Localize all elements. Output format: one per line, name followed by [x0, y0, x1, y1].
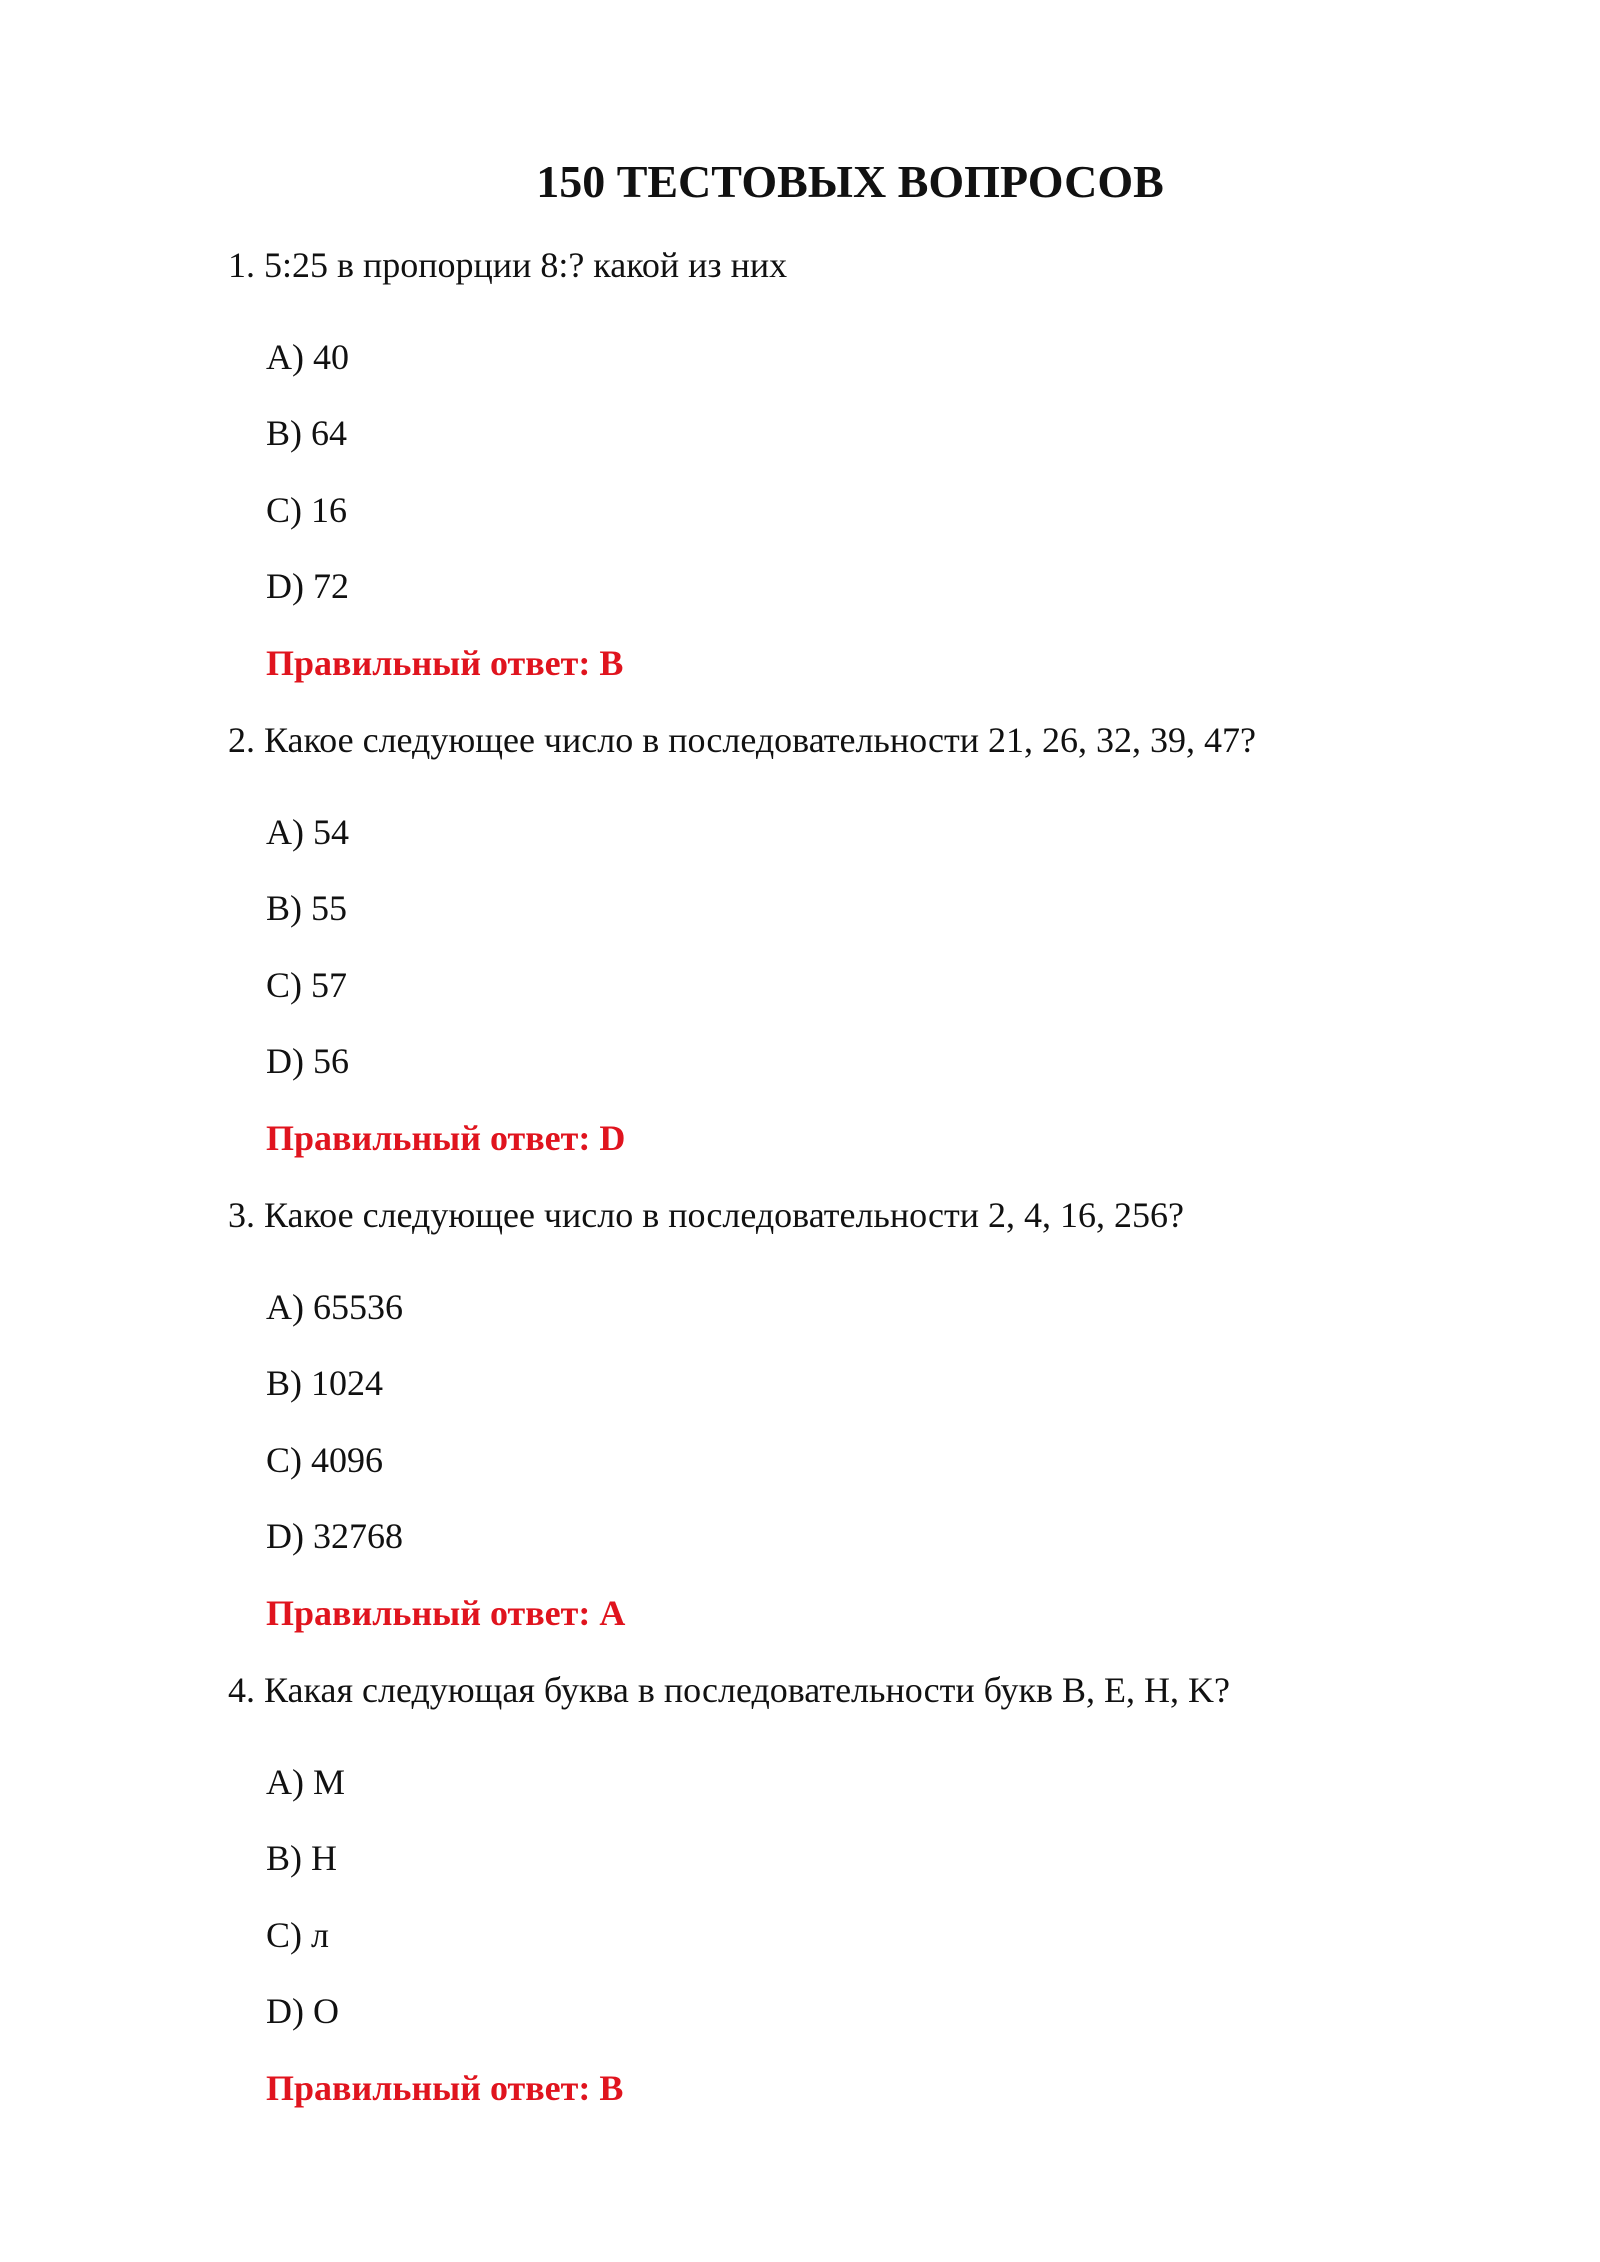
option-d: D) 72: [266, 566, 349, 606]
option-b: B) 64: [266, 413, 347, 453]
option-d: D) O: [266, 1991, 339, 2031]
option-c: C) 4096: [266, 1440, 383, 1480]
question-text: 1. 5:25 в пропорции 8:? какой из них: [228, 245, 788, 285]
question-text: 2. Какое следующее число в последовательности 21, 26, 32, 39, 47?: [228, 720, 1256, 760]
option-b: B) 1024: [266, 1363, 383, 1403]
correct-answer: Правильный ответ: D: [266, 1118, 626, 1158]
option-b: B) H: [266, 1838, 337, 1878]
correct-answer: Правильный ответ: B: [266, 2068, 624, 2108]
option-d: D) 56: [266, 1041, 349, 1081]
page-title: 150 ТЕСТОВЫХ ВОПРОСОВ: [536, 156, 1164, 207]
option-a: A) 54: [266, 812, 349, 852]
option-c: C) л: [266, 1915, 329, 1955]
option-d: D) 32768: [266, 1516, 403, 1556]
option-a: A) 40: [266, 337, 349, 377]
option-c: C) 16: [266, 490, 347, 530]
option-a: A) 65536: [266, 1287, 403, 1327]
option-c: C) 57: [266, 965, 347, 1005]
correct-answer: Правильный ответ: B: [266, 643, 624, 683]
correct-answer: Правильный ответ: A: [266, 1593, 626, 1633]
question-text: 3. Какое следующее число в последовательности 2, 4, 16, 256?: [228, 1195, 1184, 1235]
option-b: B) 55: [266, 888, 347, 928]
option-a: A) M: [266, 1762, 345, 1802]
question-text: 4. Какая следующая буква в последовательности букв B, E, H, K?: [228, 1670, 1230, 1710]
